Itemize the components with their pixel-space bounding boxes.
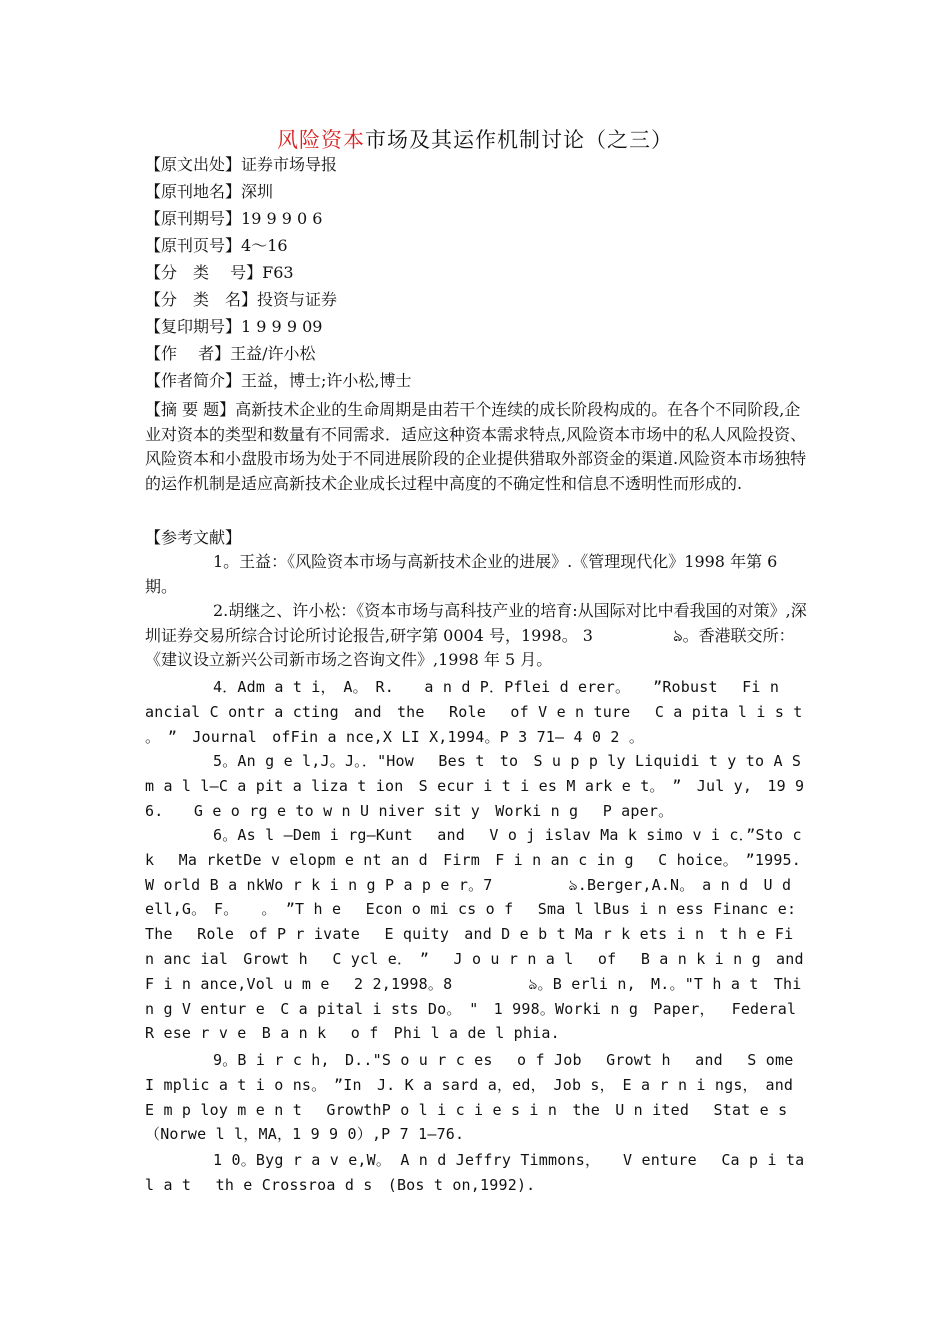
reference-item: 5。An g e l,J。J。．"How Bes t to S u p p ly Liquidi t y to A S m a l l—C a pit a liza t ion S ecur i t i es M ark e t。 ” Jul y, 19 9 6. G e o rg e to w n U niver sit y Worki n g P aper。 [145, 752, 805, 820]
reference-item: 6。As l —Dem i rg—Kunt and V o j islav Ma k simo v i c．”Sto c k Ma rketDe v elopm e nt an d Firm F i n an c in g C hoice。 ”1995. W orld B a nkWo r k i n g P a p e r。7 ঌ.Berger,A.N。 a n d U d ell,G。 F。 。 ”T h e Econ o mi cs o f Sma l lBus i n ess Financ e: The Role of P r ivate E quity and D e b t Ma r k ets i n t h e Fi n anc ial Growt h C ycl e． ” J o u r n a l of B a n k i n g and F i n ance,Vol u m e 2 2,1998。8 ঌ。B erli n, M.。"T h a t Thi n g V entur e C a pital i sts Do。 " 1 998。Worki n g Paper， Federal R ese r v e B a n k o f Phi l a de l phia. [145, 826, 821, 1043]
abstract-text: 高新技术企业的生命周期是由若干个连续的成长阶段构成的。在各个不同阶段,企业对资本的类型和数量有不同需求．适应这种资本需求特点,风险资本市场中的私人风险投资、风险资本和小盘股市场为处于不同进展阶段的企业提供猎取外部资金的渠道.风险资本市场独特的运作机制是适应高新技术企业成长过程中高度的不确定性和信息不透明性而形成的. [145, 400, 807, 493]
meta-reprint-issue: 【复印期号】1 9 9 9 09 [145, 317, 323, 336]
meta-place: 【原刊地名】深圳 [145, 182, 274, 201]
title-highlight: 风险资本 [277, 128, 365, 152]
meta-class-name: 【分 类 名】投资与证券 [145, 290, 338, 309]
meta-pages: 【原刊页号】4～16 [145, 236, 288, 255]
meta-author: 【作 者】王益/许小松 [145, 344, 316, 363]
references-heading: 【参考文献】 [145, 528, 242, 547]
meta-issue: 【原刊期号】19 9 9 0 6 [145, 209, 323, 228]
reference-item: 1 0。Byg r a v e,W。 A n d Jeffry Timmons， V enture Ca p i ta l a t th e Crossroa d s (Bos t on,1992). [145, 1151, 805, 1194]
reference-item: 2.胡继之、许小松：《资本市场与高科技产业的培育:从国际对比中看我国的对策》,深圳证券交易所综合讨论所讨论报告,研字第 0004 号，1998。 3 ঌ。香港联交所：《建议设立新兴公司新市场之咨询文件》,1998 年 5 月。 [145, 601, 807, 669]
reference-item: 1。王益：《风险资本市场与高新技术企业的进展》.《管理现代化》1998 年第 6 期。 [145, 552, 778, 596]
abstract [145, 398, 810, 496]
meta-source: 【原文出处】证券市场导报 [145, 155, 338, 174]
reference-item: 4．Adm a t i， A。 R. a n d P．Pflei d erer。 ”Robust Fi n ancial C ontr a cting and the Role of V e n ture C a pita l i s t 。 ” Journal ofFin a nce,X LI X,1994。P 3 71— 4 0 2 。 [145, 678, 803, 746]
title-rest: 市场及其运作机制讨论（之三） [365, 128, 673, 152]
article-title [0, 124, 950, 154]
abstract-label: 【摘 要 题】 [145, 400, 236, 419]
meta-author-bio: 【作者简介】王益，博士;许小松,博士 [145, 371, 412, 390]
reference-item: 9。B i r c h, D.."S o u r c es o f Job Growt h and S ome I mplic a t i o ns。 ”In J. K a sard a，ed， Job s， E a r n i ngs， and E m p loy m e n t GrowthP o l i c i e s i n the U n ited Stat e s （Norwe l l，MA，1 9 9 0）,P 7 1—76. [145, 1051, 809, 1144]
meta-class-number: 【分 类 号】F63 [145, 263, 294, 282]
